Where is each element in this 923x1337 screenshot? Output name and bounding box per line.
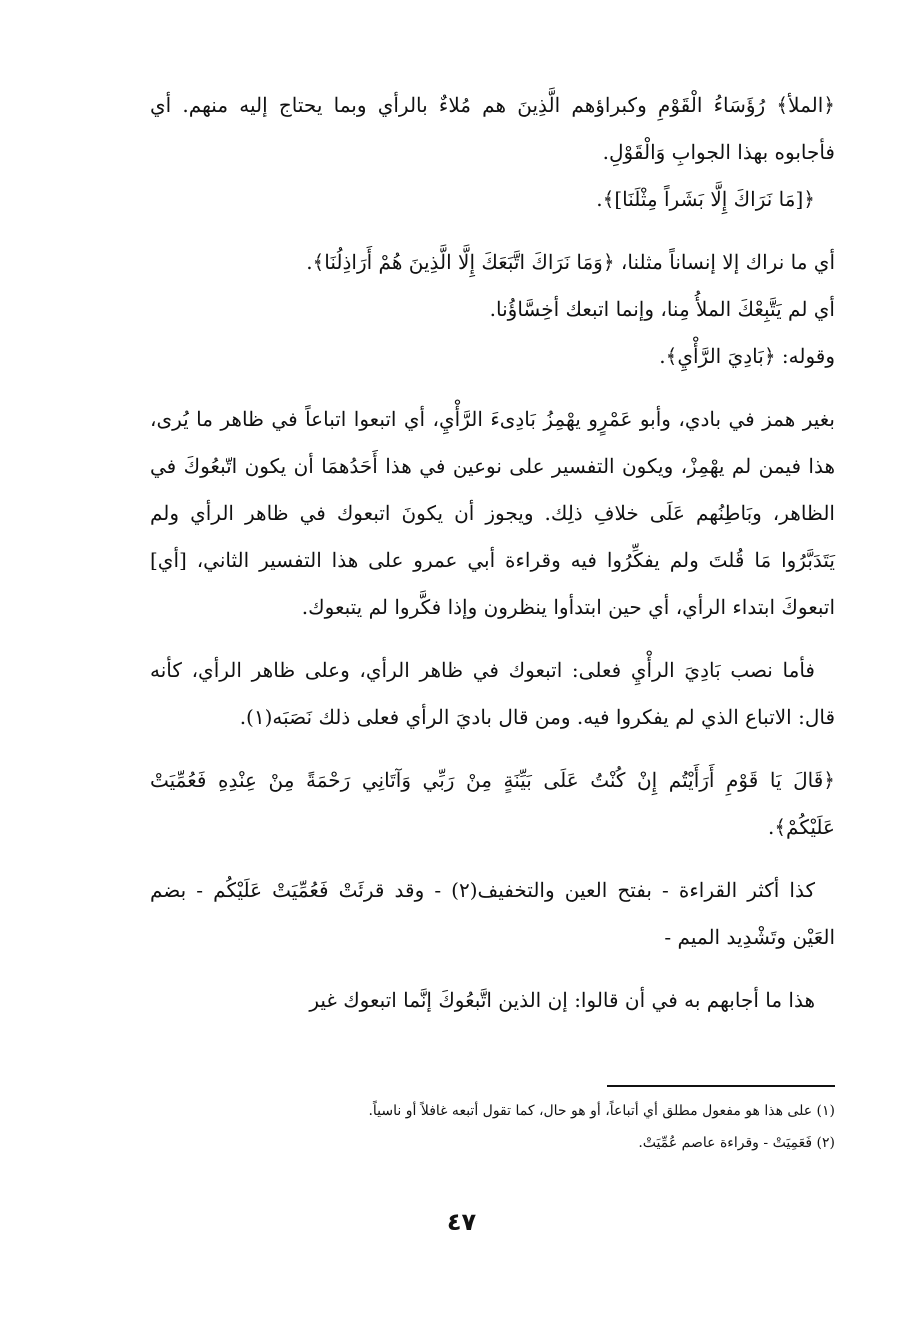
paragraph-commentary-1: بغير همز في بادي، وأبو عَمْرٍو يهْمِزُ بَادِىءَ الرَّأْيِ، أي اتبعوا اتباعاً في ظاهر ما يُرى، هذا فيمن لم يهْمِزْ، ويكون التفسير على نوعين في هذا أَحَدُهمَا أن يكون اتّبعُوكَ في الظاهر، وبَاطِنُهم عَلَى خلافِ ذلِك. ويجوز أن يكونَ اتبعوك في ظاهر الرأي ولم يَتَدَبَّرُوا مَا قُلتَ ولم يفكِّرُوا فيه وقراءة أبي عمرو على هذا التفسير الثاني، [أي] اتبعوكَ ابتداء الرأي، أي حين ابتدأوا ينظرون وإذا فكَّروا لم يتبعوك. bbox=[150, 407, 835, 619]
paragraph-commentary-4: هذا ما أجابهم به في أن قالوا: إن الذين اتَّبعُوكَ إنَّما اتبعوك غير bbox=[309, 988, 815, 1012]
paragraph-explanation-2: أي لم يَتَّبِعْكَ الملأُ مِنا، وإنما اتبعك أخِسَّاؤُنا. bbox=[489, 297, 835, 321]
paragraph-verse-1: ﴿[مَا نَرَاكَ إِلَّا بَشَراً مِثْلَنَا]﴾. bbox=[596, 187, 815, 211]
paragraph-commentary-2: فأما نصب بَادِيَ الرأْيِ فعلى: اتبعوك في ظاهر الرأي، وعلى ظاهر الرأي، كأنه قال: الاتباع الذي لم يفكروا فيه. ومن قال باديَ الرأي فعلى ذلك نَصَبَه(١). bbox=[150, 658, 835, 729]
footnote-1: (١) على هذا هو مفعول مطلق أي أتباعاً، أو هو حال، كما تقول أتبعه غافلاً أو ناسياً. bbox=[368, 1103, 835, 1119]
paragraph-quote-badi: وقوله: ﴿بَادِيَ الرَّأْيِ﴾. bbox=[659, 344, 835, 368]
footnotes bbox=[260, 1095, 835, 1159]
paragraph-verse-2: ﴿قَالَ يَا قَوْمِ أَرَأَيْتُم إِنْ كُنْتُ عَلَى بَيِّنَةٍ مِنْ رَبِّي وَآتَانِي رَحْمَةً مِنْ عِنْدِهِ فَعُمِّيَتْ عَلَيْكُمْ﴾. bbox=[150, 768, 835, 839]
paragraph-explanation-1: أي ما نراك إلا إنساناً مثلنا، ﴿وَمَا نَرَاكَ اتَّبَعَكَ إِلَّا الَّذِينَ هُمْ أَرَاذِلُنَا﴾. bbox=[306, 250, 835, 274]
page-number: ٤٧ bbox=[446, 1208, 477, 1236]
paragraph-commentary-3: كذا أكثر القراءة - بفتح العين والتخفيف(٢) - وقد قرئَتْ فَعُمِّيَتْ عَلَيْكُم - بضم العَيْن وتَشْدِيد الميم - bbox=[150, 878, 835, 949]
paragraph-quran-gloss-1: ﴿الملأ﴾ رُؤَسَاءُ الْقَوْمِ وكبراؤهم الَّذِينَ هم مُلاءٌ بالرأي وبما يحتاج إليه منهم. أي فأجابوه بهذا الجوابِ وَالْقَوْلِ. bbox=[150, 93, 835, 164]
main-text bbox=[150, 82, 835, 1024]
footnote-divider bbox=[607, 1085, 835, 1087]
footnote-2: (٢) فَعَمِيَتْ - وقراءة عاصم عُمِّيَتْ. bbox=[638, 1135, 835, 1151]
